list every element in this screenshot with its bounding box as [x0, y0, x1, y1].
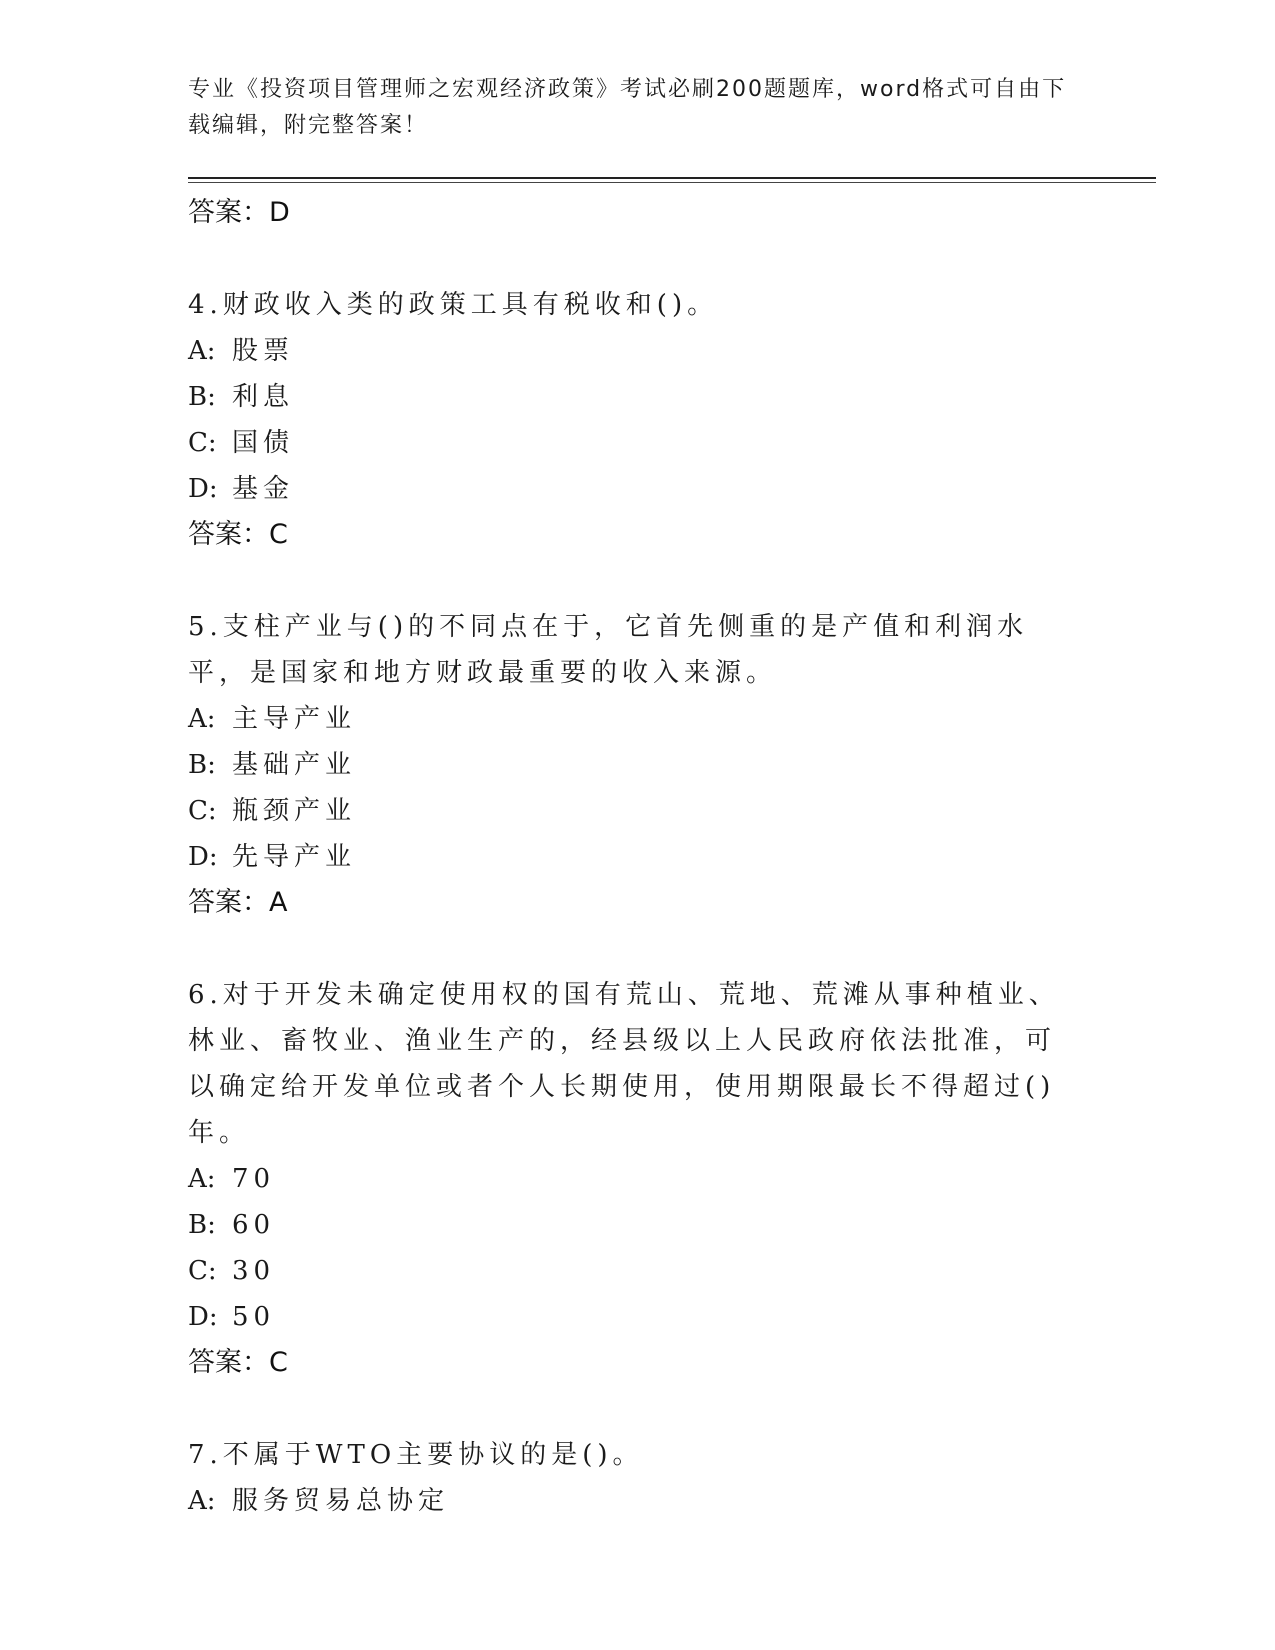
option-d	[188, 1294, 1068, 1340]
option-c	[188, 1248, 1068, 1294]
header-divider-thin	[188, 182, 1156, 183]
answer-line	[188, 880, 1068, 926]
answer-label: 答案：	[188, 1347, 269, 1378]
option-key: D:	[188, 842, 218, 872]
header-divider-thick	[188, 177, 1156, 179]
answer-line	[188, 512, 1068, 558]
option-c	[188, 788, 1068, 834]
option-d	[188, 466, 1068, 512]
question-text: 5.支柱产业与()的不同点在于，它首先侧重的是产值和利润水平，是国家和地方财政最重要的收入来源。	[188, 612, 1029, 688]
document-header: 专业《投资项目管理师之宏观经济政策》考试必刷200题题库，word格式可自由下载编辑，附完整答案！	[188, 77, 1067, 138]
answer-label: 答案：	[188, 197, 269, 228]
answer-value: D	[269, 197, 290, 228]
question-block	[188, 282, 1068, 558]
option-text: 60	[232, 1210, 276, 1240]
option-a	[188, 1156, 1068, 1202]
option-text: 70	[232, 1164, 276, 1194]
option-key: B:	[188, 1210, 216, 1240]
option-a	[188, 696, 1068, 742]
option-text: 国债	[232, 428, 295, 458]
answer-value: C	[269, 1347, 288, 1378]
question-text: 4.财政收入类的政策工具有税收和()。	[188, 290, 719, 320]
spacer	[188, 926, 1068, 972]
question-text: 6.对于开发未确定使用权的国有荒山、荒地、荒滩从事种植业、林业、畜牧业、渔业生产的，经县级以上人民政府依法批准，可以确定给开发单位或者个人长期使用，使用期限最长不得超过()年。	[188, 980, 1060, 1148]
option-text: 利息	[232, 382, 295, 412]
option-key: A:	[188, 1164, 216, 1194]
option-text: 股票	[232, 336, 295, 366]
option-key: C:	[188, 1256, 217, 1286]
option-key: A:	[188, 336, 216, 366]
spacer	[188, 236, 1068, 282]
option-key: C:	[188, 796, 217, 826]
question-block	[188, 1432, 1068, 1524]
option-key: A:	[188, 1486, 216, 1516]
option-text: 30	[232, 1256, 276, 1286]
option-key: B:	[188, 750, 216, 780]
option-text: 服务贸易总协定	[232, 1486, 450, 1516]
option-text: 主导产业	[232, 704, 357, 734]
option-text: 瓶颈产业	[232, 796, 357, 826]
answer-label: 答案：	[188, 519, 269, 550]
question-block	[188, 604, 1068, 926]
option-text: 基金	[232, 474, 295, 504]
question-block	[188, 972, 1068, 1386]
question-text: 7.不属于WTO主要协议的是()。	[188, 1440, 644, 1470]
option-b	[188, 742, 1068, 788]
option-key: C:	[188, 428, 217, 458]
option-b	[188, 374, 1068, 420]
spacer	[188, 558, 1068, 604]
answer-line	[188, 190, 1068, 236]
option-text: 基础产业	[232, 750, 357, 780]
spacer	[188, 1386, 1068, 1432]
option-a	[188, 1478, 1068, 1524]
option-key: D:	[188, 1302, 218, 1332]
option-b	[188, 1202, 1068, 1248]
question-list	[188, 190, 1068, 1524]
option-c	[188, 420, 1068, 466]
answer-value: A	[269, 887, 288, 918]
option-d	[188, 834, 1068, 880]
option-key: D:	[188, 474, 218, 504]
option-text: 先导产业	[232, 842, 357, 872]
option-a	[188, 328, 1068, 374]
option-key: B:	[188, 382, 216, 412]
option-key: A:	[188, 704, 216, 734]
option-text: 50	[232, 1302, 276, 1332]
answer-value: C	[269, 519, 288, 550]
answer-label: 答案：	[188, 887, 269, 918]
answer-line	[188, 1340, 1068, 1386]
